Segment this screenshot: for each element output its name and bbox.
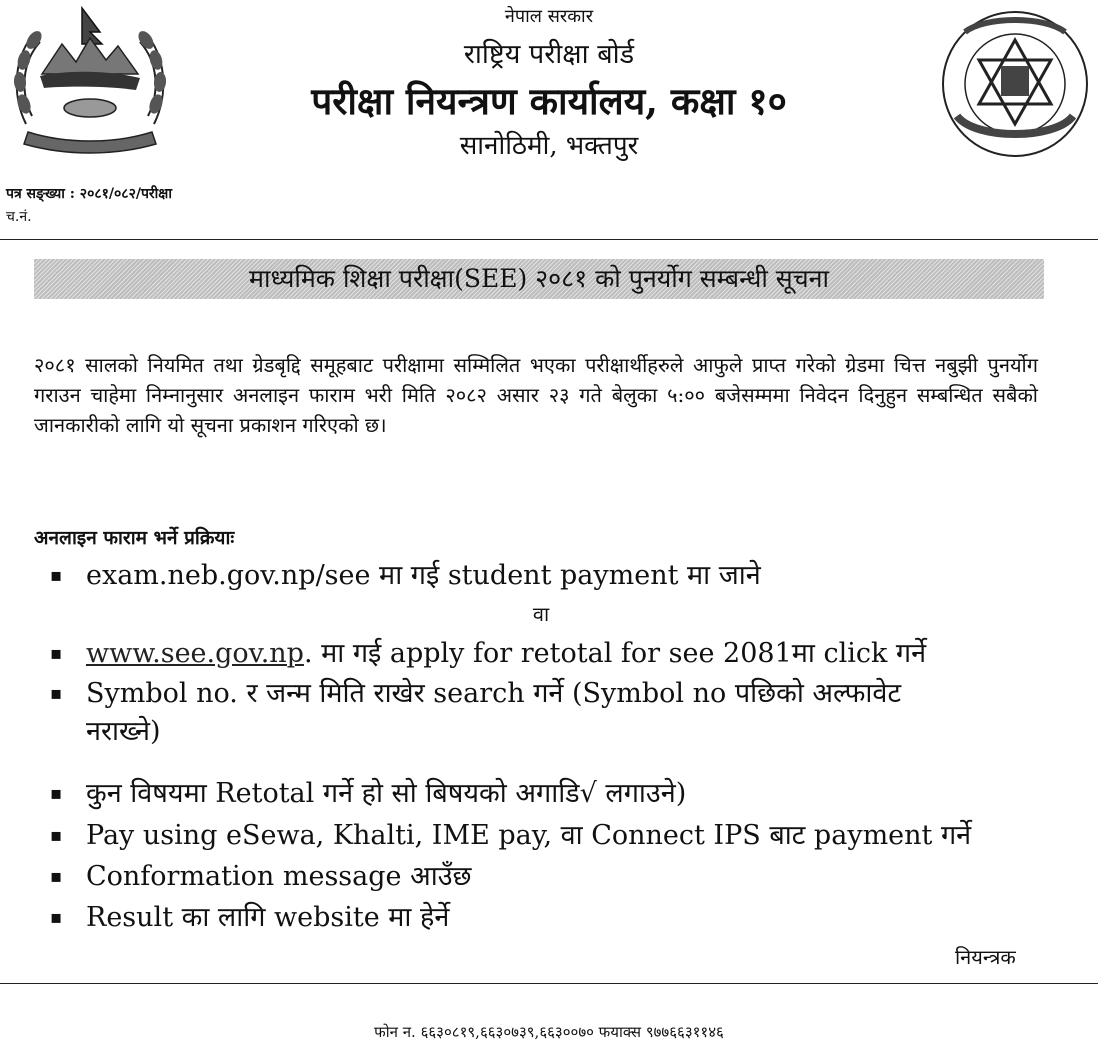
step-text: कुन विषयमा Retotal गर्ने हो सो बिषयको अगाडि√ लगाउने) [86,778,687,809]
step-text: Symbol no. र जन्म मिति राखेर search गर्ने (Symbol no पछिको अल्फावेट [86,678,902,709]
notice-title: माध्यमिक शिक्षा परीक्षा(SEE) २०८१ को पुनर्योग सम्बन्धी सूचना [34,259,1044,299]
bullet-icon: ▪ [50,866,63,887]
procedure-heading: अनलाइन फाराम भर्ने प्रक्रियाः [34,527,235,549]
bullet-icon: ▪ [50,643,63,664]
header-divider [0,239,1098,240]
or-text: वा [532,602,550,626]
contact-footer: फोन न. ६६३०८१९,६६३०७३९,६६३००७० फयाक्स ९७७६६३११४६ [374,1023,724,1041]
notice-body-paragraph: २०८१ सालको नियमित तथा ग्रेडबृद्दि समूहबाट परीक्षामा सम्मिलित भएका परीक्षार्थीहरुले आफुले प्राप्त गरेको ग्रेडमा चित्त नबुझी पुनर्योग गराउन चाहेमा निम्नानुसार अनलाइन फाराम भरी मिति २०८२ असार २३ गते बेलुका ५:०० बजेसम्ममा निवेदन दिनुहुन सम्बन्धित सबैको जानकारीको लागि यो सूचना प्रकाशन गरिएको छ। [34,353,1038,437]
step-text: Conformation message आउँछ [86,861,472,892]
step-text [86,636,926,672]
step-text: Pay using eSewa, Khalti, IME pay, वा Connect IPS बाट payment गर्ने [86,820,972,851]
step-text-continued: नराख्ने) [86,716,161,747]
bullet-icon: ▪ [50,907,63,928]
bullet-icon: ▪ [50,565,63,586]
footer-divider [0,983,1098,984]
bullet-icon: ▪ [50,683,63,704]
government-heading: नेपाल सरकार [504,6,594,27]
office-heading: परीक्षा नियन्त्रण कार्यालय, कक्षा १० [311,79,787,123]
see-website-link[interactable]: www.see.gov.np [86,638,304,669]
or-separator [0,600,1098,627]
step-text: exam.neb.gov.np/see मा गई student payment मा जाने [86,560,761,591]
step-text-rest: . मा गई apply for retotal for see 2081मा click गर्ने [303,638,927,669]
office-location: सानोठिमी, भक्तपुर [459,131,639,161]
bullet-icon: ▪ [50,825,63,846]
bullet-icon: ▪ [50,783,63,804]
seal-graphic [935,4,1095,160]
dispatch-number: च.नं. [6,209,32,225]
signatory: नियन्त्रक [955,945,1016,969]
board-heading: राष्ट्रिय परीक्षा बोर्ड [463,39,635,70]
step-text: Result का लागि website मा हेर्ने [86,902,450,933]
letter-number: पत्र सङ्ख्या : २०८१/०८२/परीक्षा [6,186,172,202]
examination-board-seal-logo [935,4,1095,160]
